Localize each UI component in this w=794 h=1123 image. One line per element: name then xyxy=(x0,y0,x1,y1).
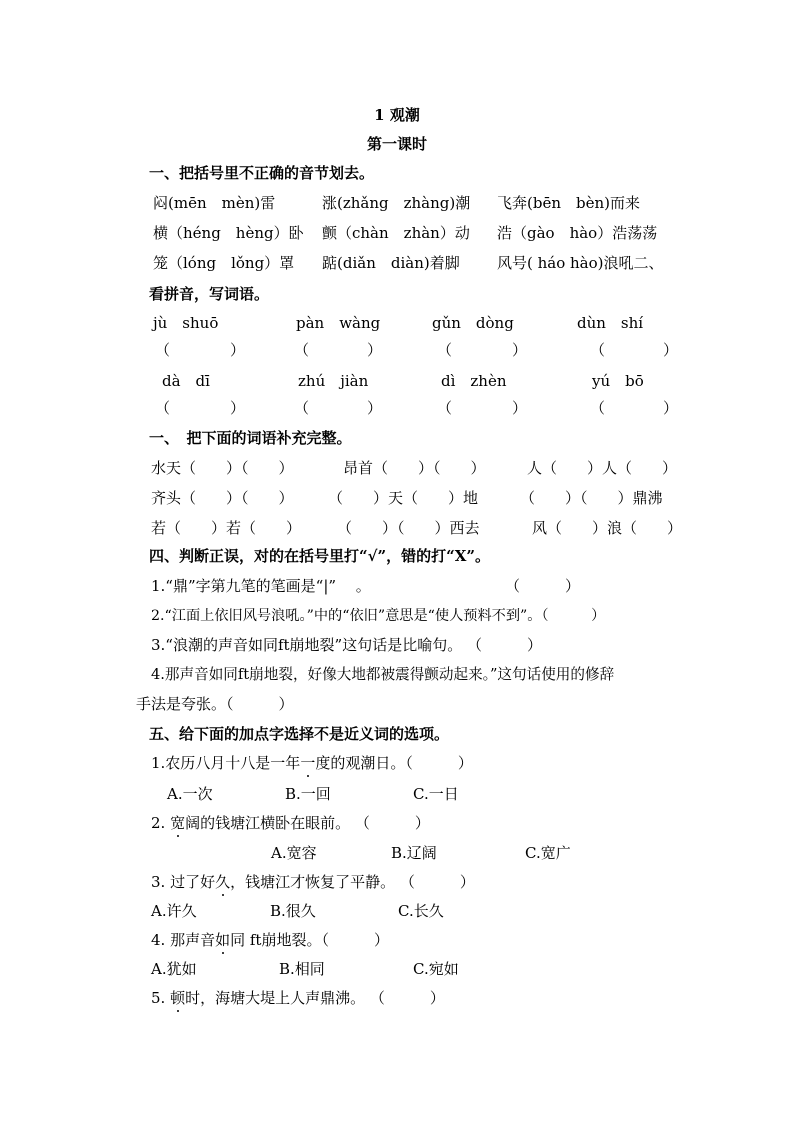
answer-paren-right: ） xyxy=(663,341,679,359)
answer-paren-right: ） xyxy=(367,341,383,359)
fill-blank: 人（ ）人（ ） xyxy=(527,459,678,477)
s1-item: 颤（chàn zhàn）动 xyxy=(322,224,470,242)
s1-item: 踮(diǎn diàn)着脚 xyxy=(322,254,460,272)
fill-blank: （ ）（ ）鼎沸 xyxy=(520,489,663,507)
choice-option: C.长久 xyxy=(398,902,444,920)
s1-item: 飞奔(bēn bèn)而来 xyxy=(497,194,640,212)
pinyin: dà dī xyxy=(162,372,210,390)
answer-paren-left: （ xyxy=(155,399,171,417)
answer-paren-left: （ xyxy=(590,399,606,417)
choice-option: B.一回 xyxy=(285,785,331,803)
pinyin: zhú jiàn xyxy=(298,372,369,390)
answer-paren-left: （ xyxy=(437,399,453,417)
fill-blank: 齐头（ ）（ ） xyxy=(151,489,294,507)
answer-paren-left: （ xyxy=(155,341,171,359)
choice-option: B.辽阔 xyxy=(391,844,437,862)
answer-paren-right: ） xyxy=(512,399,528,417)
answer-paren-right: ） xyxy=(367,399,383,417)
section5-heading: 五、给下面的加点字选择不是近义词的选项。 xyxy=(149,725,450,743)
choice-question-5: 5. 顿时，海塘大堤上人声鼎沸。 （ ） xyxy=(151,989,445,1007)
answer-paren-left: （ xyxy=(437,341,453,359)
s1-item: 闷(mēn mèn)雷 xyxy=(153,194,276,212)
s1-item: 横（héng hèng）卧 xyxy=(153,224,304,242)
choice-option: A.一次 xyxy=(167,785,213,803)
section1-heading: 一、把括号里不正确的音节划去。 xyxy=(149,164,375,182)
s1-item: 风号( háo hào)浪吼二、 xyxy=(497,254,664,272)
pinyin: gǔn dòng xyxy=(432,314,514,332)
judge-question-4-cont: 手法是夸张。（ ） xyxy=(136,695,294,713)
pinyin: jù shuō xyxy=(153,314,219,332)
pinyin: yú bō xyxy=(592,372,644,390)
answer-paren-right: ） xyxy=(663,399,679,417)
section4-heading: 四、判断正误，对的在括号里打“√”，错的打“X”。 xyxy=(149,547,491,565)
section3-heading: 一、 把下面的词语补充完整。 xyxy=(149,429,352,447)
choice-option: B.相同 xyxy=(279,960,325,978)
pinyin: pàn wàng xyxy=(296,314,381,332)
answer-paren-right: ） xyxy=(230,341,246,359)
judge-question-1: 1.“鼎”字第九笔的笔画是“|” 。 xyxy=(151,577,371,595)
fill-blank: 风（ ）浪（ ） xyxy=(532,519,683,537)
pinyin: dì zhèn xyxy=(441,372,507,390)
judge-question-4: 4.那声音如同ft崩地裂，好像大地都被震得颤动起来。”这句话使用的修辞 xyxy=(151,666,615,683)
fill-blank: （ ）（ ）西去 xyxy=(337,519,480,537)
s1-item: 笼（lóng lǒng）罩 xyxy=(153,254,295,272)
choice-option: C.宛如 xyxy=(413,960,459,978)
choice-question-2: 2. 宽阔的钱塘江横卧在眼前。 （ ） xyxy=(151,814,430,832)
page-title: 1 观潮 xyxy=(374,106,420,124)
pinyin: dùn shí xyxy=(577,314,644,332)
fill-blank: 水天（ ）（ ） xyxy=(151,459,294,477)
answer-paren-left: （ xyxy=(294,341,310,359)
choice-option: A.许久 xyxy=(151,902,197,920)
answer-paren-right: ） xyxy=(230,399,246,417)
answer-paren-right: ） xyxy=(512,341,528,359)
choice-option: A.犹如 xyxy=(151,960,197,978)
s1-item: 浩（gào hào）浩荡荡 xyxy=(497,224,658,242)
dotted-char: 顿 xyxy=(170,989,186,1007)
answer-paren-left: （ xyxy=(590,341,606,359)
page-subtitle: 第一课时 xyxy=(366,135,427,153)
choice-question-3: 3. 过了好久，钱塘江才恢复了平静。 （ ） xyxy=(151,873,475,891)
choice-question-1: 1.农历八月十八是一年一度的观潮日。（ ） xyxy=(151,754,473,772)
choice-option: C.宽广 xyxy=(525,844,571,862)
s1-item: 涨(zhǎng zhàng)潮 xyxy=(322,194,471,212)
judge-answer-paren: （ ） xyxy=(505,577,581,595)
answer-paren-left: （ xyxy=(294,399,310,417)
choice-option: A.宽容 xyxy=(271,844,317,862)
choice-option: B.很久 xyxy=(270,902,316,920)
dotted-char: 宽 xyxy=(170,814,186,832)
fill-blank: （ ）天（ ）地 xyxy=(328,489,479,507)
section2-heading: 看拼音，写词语。 xyxy=(149,285,270,303)
dotted-char: 一 xyxy=(300,754,316,772)
fill-blank: 昂首（ ）（ ） xyxy=(343,459,486,477)
judge-question-2: 2.“江面上依旧风号浪吼。”中的“依旧”意思是“使人预料不到”。（ ） xyxy=(151,608,606,624)
judge-question-3: 3.“浪潮的声音如同ft崩地裂”这句话是比喻句。 （ ） xyxy=(151,636,542,654)
fill-blank: 若（ ）若（ ） xyxy=(151,519,302,537)
choice-option: C.一日 xyxy=(413,785,459,803)
choice-question-4: 4. 那声音如同 ft崩地裂。（ ） xyxy=(151,931,389,949)
dotted-char: 久 xyxy=(215,873,231,891)
dotted-char: 如 xyxy=(215,931,231,949)
